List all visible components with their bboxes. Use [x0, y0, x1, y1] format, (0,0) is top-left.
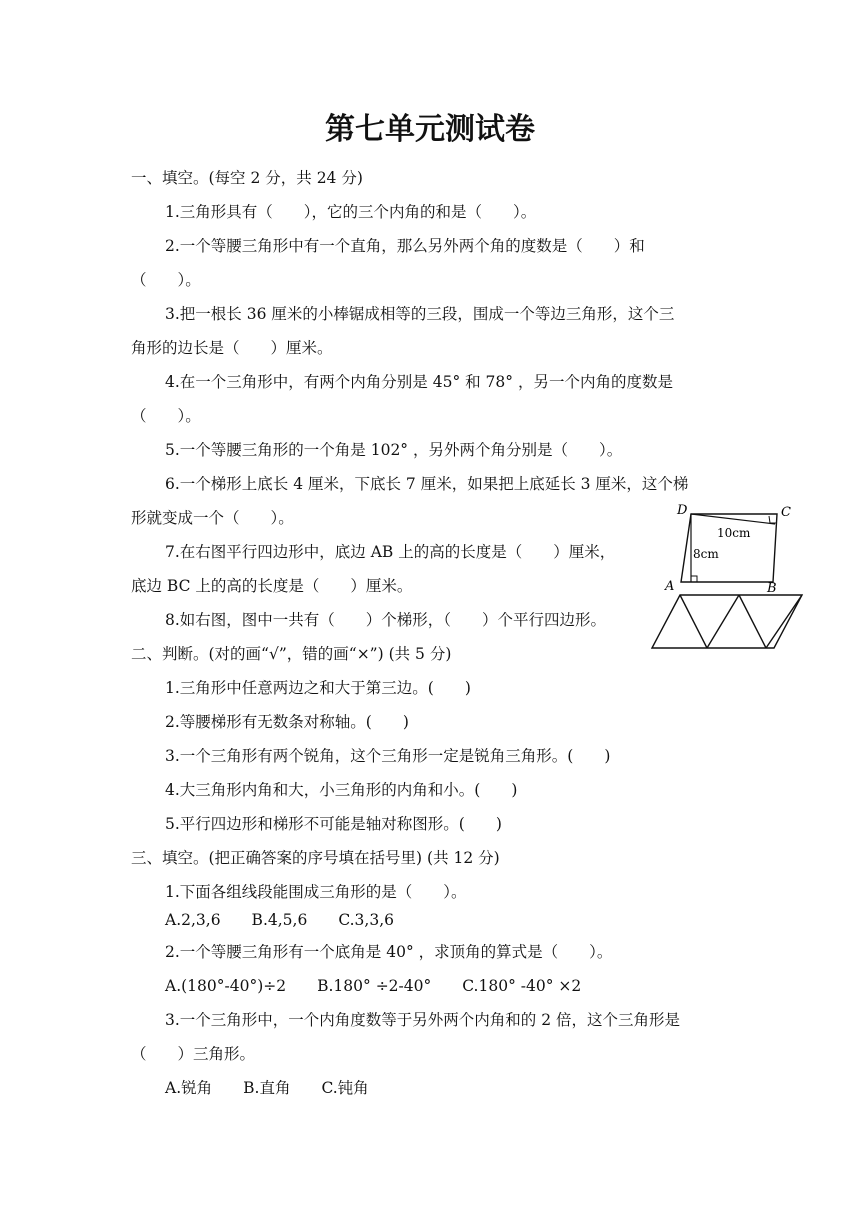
question-1-4: 4.在一个三角形中，有两个内角分别是 45° 和 78° ，另一个内角的度数是 [165, 373, 673, 391]
question-3-2-options: A.(180°-40°)÷2 B.180° ÷2-40° C.180° -40° ×2 [165, 977, 582, 995]
question-2-2: 2.等腰梯形有无数条对称轴。( ) [165, 713, 409, 731]
question-3-3-cont: （ ）三角形。 [131, 1045, 256, 1063]
strip-line-1 [680, 595, 707, 648]
height-line-bc [691, 514, 775, 524]
strip-line-2 [707, 595, 739, 648]
question-1-7-cont: 底边 BC 上的高的长度是（ ）厘米。 [131, 577, 413, 595]
section-1-heading: 一、填空。(每空 2 分，共 24 分) [131, 169, 363, 187]
strip-line-4 [766, 595, 802, 648]
question-1-2: 2.一个等腰三角形中有一个直角，那么另外两个角的度数是（ ）和 [165, 237, 645, 255]
label-b: B [767, 581, 777, 596]
question-1-7: 7.在右图平行四边形中，底边 AB 上的高的长度是（ ）厘米， [165, 543, 616, 561]
page-title: 第七单元测试卷 [325, 112, 535, 147]
triangle-strip-figure [650, 592, 806, 652]
right-angle-mark-c [769, 516, 776, 523]
label-a: A [665, 579, 675, 594]
question-1-6: 6.一个梯形上底长 4 厘米，下底长 7 厘米，如果把上底延长 3 厘米，这个梯 [165, 475, 689, 493]
question-3-3: 3.一个三角形中，一个内角度数等于另外两个内角和的 2 倍，这个三角形是 [165, 1011, 681, 1029]
right-angle-mark-a [691, 576, 697, 582]
question-1-4-cont: （ ）。 [131, 407, 201, 425]
question-3-1: 1.下面各组线段能围成三角形的是（ ）。 [165, 883, 467, 901]
question-1-3: 3.把一根长 36 厘米的小棒锯成相等的三段，围成一个等边三角形，这个三 [165, 305, 675, 323]
section-3-heading: 三、填空。(把正确答案的序号填在括号里) (共 12 分) [131, 849, 500, 867]
question-1-8: 8.如右图，图中一共有（ ）个梯形，（ ）个平行四边形。 [165, 611, 607, 629]
question-1-6-cont: 形就变成一个（ ）。 [131, 509, 294, 527]
question-1-1: 1.三角形具有（ ），它的三个内角的和是（ ）。 [165, 203, 537, 221]
strip-line-3 [739, 595, 766, 648]
question-3-3-options: A.锐角 B.直角 C.钝角 [165, 1079, 369, 1097]
label-8cm: 8cm [693, 547, 719, 561]
label-10cm: 10cm [717, 526, 751, 540]
question-1-5: 5.一个等腰三角形的一个角是 102° ，另外两个角分别是（ ）。 [165, 441, 623, 459]
question-1-2-cont: （ ）。 [131, 271, 201, 289]
question-2-3: 3.一个三角形有两个锐角，这个三角形一定是锐角三角形。( ) [165, 747, 611, 765]
section-2-heading: 二、判断。(对的画“√”，错的画“×”) (共 5 分) [131, 645, 452, 663]
strip-outline [652, 595, 802, 648]
question-2-1: 1.三角形中任意两边之和大于第三边。( ) [165, 679, 471, 697]
question-2-5: 5.平行四边形和梯形不可能是轴对称图形。( ) [165, 815, 502, 833]
question-2-4: 4.大三角形内角和大，小三角形的内角和小。( ) [165, 781, 518, 799]
label-c: C [781, 505, 791, 520]
question-1-3-cont: 角形的边长是（ ）厘米。 [131, 339, 333, 357]
question-3-2: 2.一个等腰三角形有一个底角是 40° ，求顶角的算式是（ ）。 [165, 943, 613, 961]
label-d: D [677, 503, 688, 518]
parallelogram-figure [655, 500, 805, 600]
question-3-1-options: A.2,3,6 B.4,5,6 C.3,3,6 [165, 911, 394, 929]
